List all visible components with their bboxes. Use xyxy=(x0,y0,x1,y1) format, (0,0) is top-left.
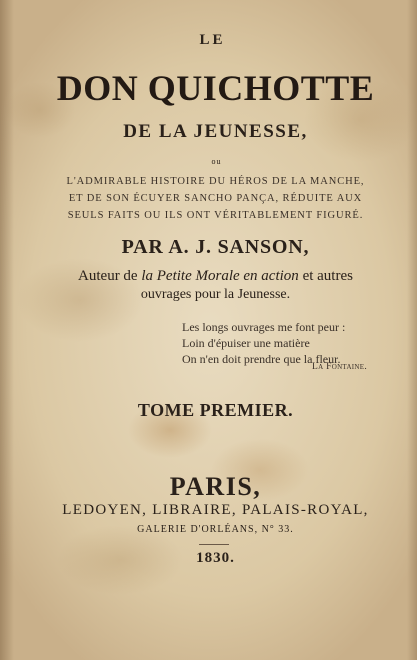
book-subtitle: DE LA JEUNESSE, xyxy=(123,121,308,142)
epigraph-line-2: Loin d'épuiser une matière xyxy=(182,336,310,350)
author-name: PAR A. J. SANSON, xyxy=(121,236,310,258)
imprint-address: GALERIE D'ORLÉANS, N° 33. xyxy=(137,524,294,535)
volume-label: TOME PREMIER. xyxy=(137,400,294,420)
author-affiliation-line-1 xyxy=(0,268,417,285)
imprint-year: 1830. xyxy=(196,550,235,566)
book-title: DON QUICHOTTE xyxy=(56,68,375,108)
epigraph-line-3: On n'en doit prendre que la fleur. xyxy=(182,352,341,366)
epigraph-attribution: La Fontaine. xyxy=(312,362,368,372)
affiliation-work-title: la Petite Morale en action xyxy=(141,268,299,284)
title-article: LE xyxy=(199,32,226,48)
description-line-2: ET DE SON ÉCUYER SANCHO PANÇA, RÉDUITE AUX xyxy=(68,193,363,204)
epigraph xyxy=(182,319,345,367)
author-affiliation-line-2: ouvrages pour la Jeunesse. xyxy=(140,287,291,302)
description-line-1: L'ADMIRABLE HISTOIRE DU HÉROS DE LA MANCHE, xyxy=(66,176,365,187)
subtitle-conjunction: ou xyxy=(211,157,222,166)
epigraph-line-1: Les longs ouvrages me font peur : xyxy=(182,320,346,334)
affiliation-suffix: et autres xyxy=(298,268,353,284)
affiliation-prefix: Auteur de xyxy=(78,268,142,284)
description-line-3: SEULS FAITS OU ILS ONT VÉRITABLEMENT FIGURÉ. xyxy=(67,210,364,221)
imprint-city: PARIS, xyxy=(169,472,262,501)
imprint-publisher: LEDOYEN, LIBRAIRE, PALAIS-ROYAL, xyxy=(62,502,369,518)
imprint-divider xyxy=(199,544,229,545)
